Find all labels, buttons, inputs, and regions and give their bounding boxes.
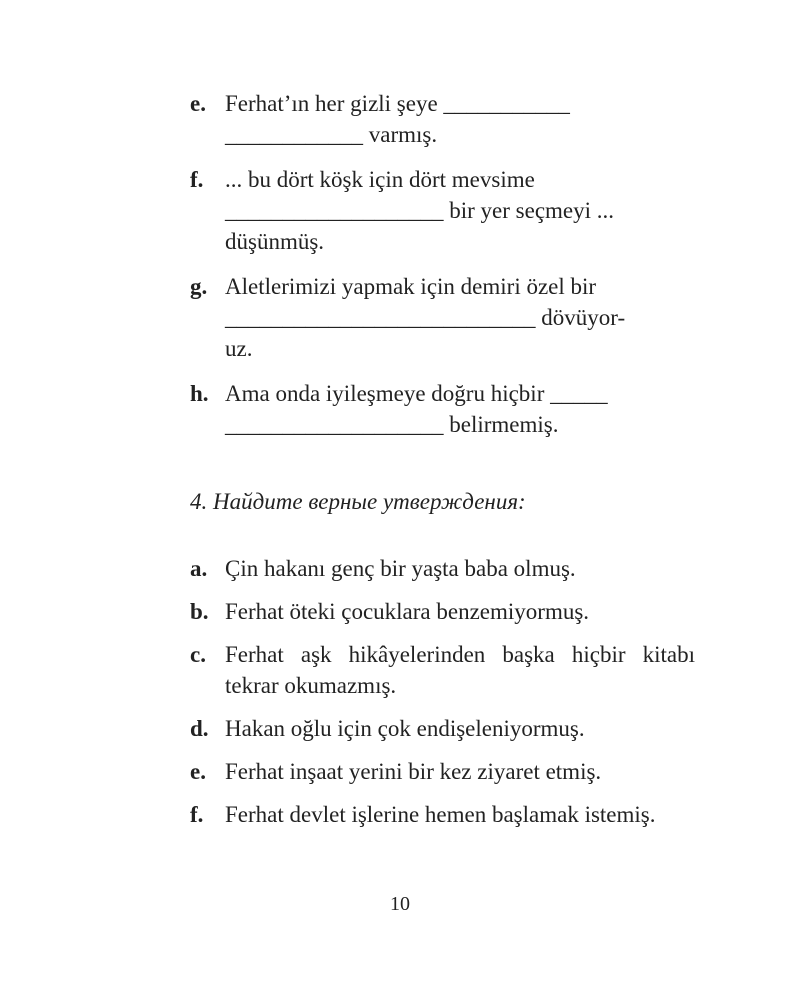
item-line: ... bu dört köşk için dört mevsime xyxy=(225,167,535,192)
item-letter: f. xyxy=(190,167,204,192)
item-text xyxy=(225,378,695,440)
item-line: Aletlerimizi yapmak için demiri özel bir xyxy=(225,274,597,299)
item-letter: d. xyxy=(190,716,209,741)
item-text: Ferhat aşk hikâyelerinden başka hiçbir kitabı tekrar okumazmış. xyxy=(225,642,695,698)
item-text: Ferhat devlet işlerine hemen başlamak istemiş. xyxy=(225,802,656,827)
exercise3-item-f xyxy=(190,164,695,257)
exercise4-item-a xyxy=(190,553,695,584)
item-text: Ferhat öteki çocuklara benzemiyormuş. xyxy=(225,599,590,624)
item-text: Ferhat inşaat yerini bir kez ziyaret etmiş. xyxy=(225,759,602,784)
item-text: Hakan oğlu için çok endişeleniyormuş. xyxy=(225,716,585,741)
exercise4-item-e xyxy=(190,756,695,787)
exercise3-item-e xyxy=(190,88,695,150)
item-line: Ama onda iyileşmeye doğru hiçbir _____ xyxy=(225,381,608,406)
item-letter: e. xyxy=(190,91,206,116)
item-line: ___________________________ dövüyor- xyxy=(225,305,626,330)
item-letter: f. xyxy=(190,802,204,827)
page-number: 10 xyxy=(390,893,410,915)
item-line: uz. xyxy=(225,336,253,361)
item-text xyxy=(225,164,695,257)
item-text: Çin hakanı genç bir yaşta baba olmuş. xyxy=(225,556,576,581)
exercise4-item-c xyxy=(190,639,695,701)
exercise3-item-h xyxy=(190,378,695,440)
exercise4-heading: 4. Найдите верные утверждения: xyxy=(190,489,526,514)
exercise4-item-d xyxy=(190,713,695,744)
item-text xyxy=(225,88,695,150)
item-line: düşünmüş. xyxy=(225,229,325,254)
exercise4-item-f xyxy=(190,799,695,830)
item-letter: h. xyxy=(190,381,209,406)
item-letter: a. xyxy=(190,556,208,581)
exercise3-item-g xyxy=(190,271,695,364)
exercise4-item-b xyxy=(190,596,695,627)
content-column xyxy=(190,88,695,830)
item-letter: e. xyxy=(190,759,206,784)
item-line: ___________________ belirmemiş. xyxy=(225,412,559,437)
item-text xyxy=(225,271,695,364)
item-letter: b. xyxy=(190,599,209,624)
item-letter: c. xyxy=(190,642,206,667)
item-line: Ferhat’ın her gizli şeye ___________ xyxy=(225,91,570,116)
item-line: ___________________ bir yer seçmeyi ... xyxy=(225,198,615,223)
item-letter: g. xyxy=(190,274,208,299)
item-line: ____________ varmış. xyxy=(225,122,438,147)
